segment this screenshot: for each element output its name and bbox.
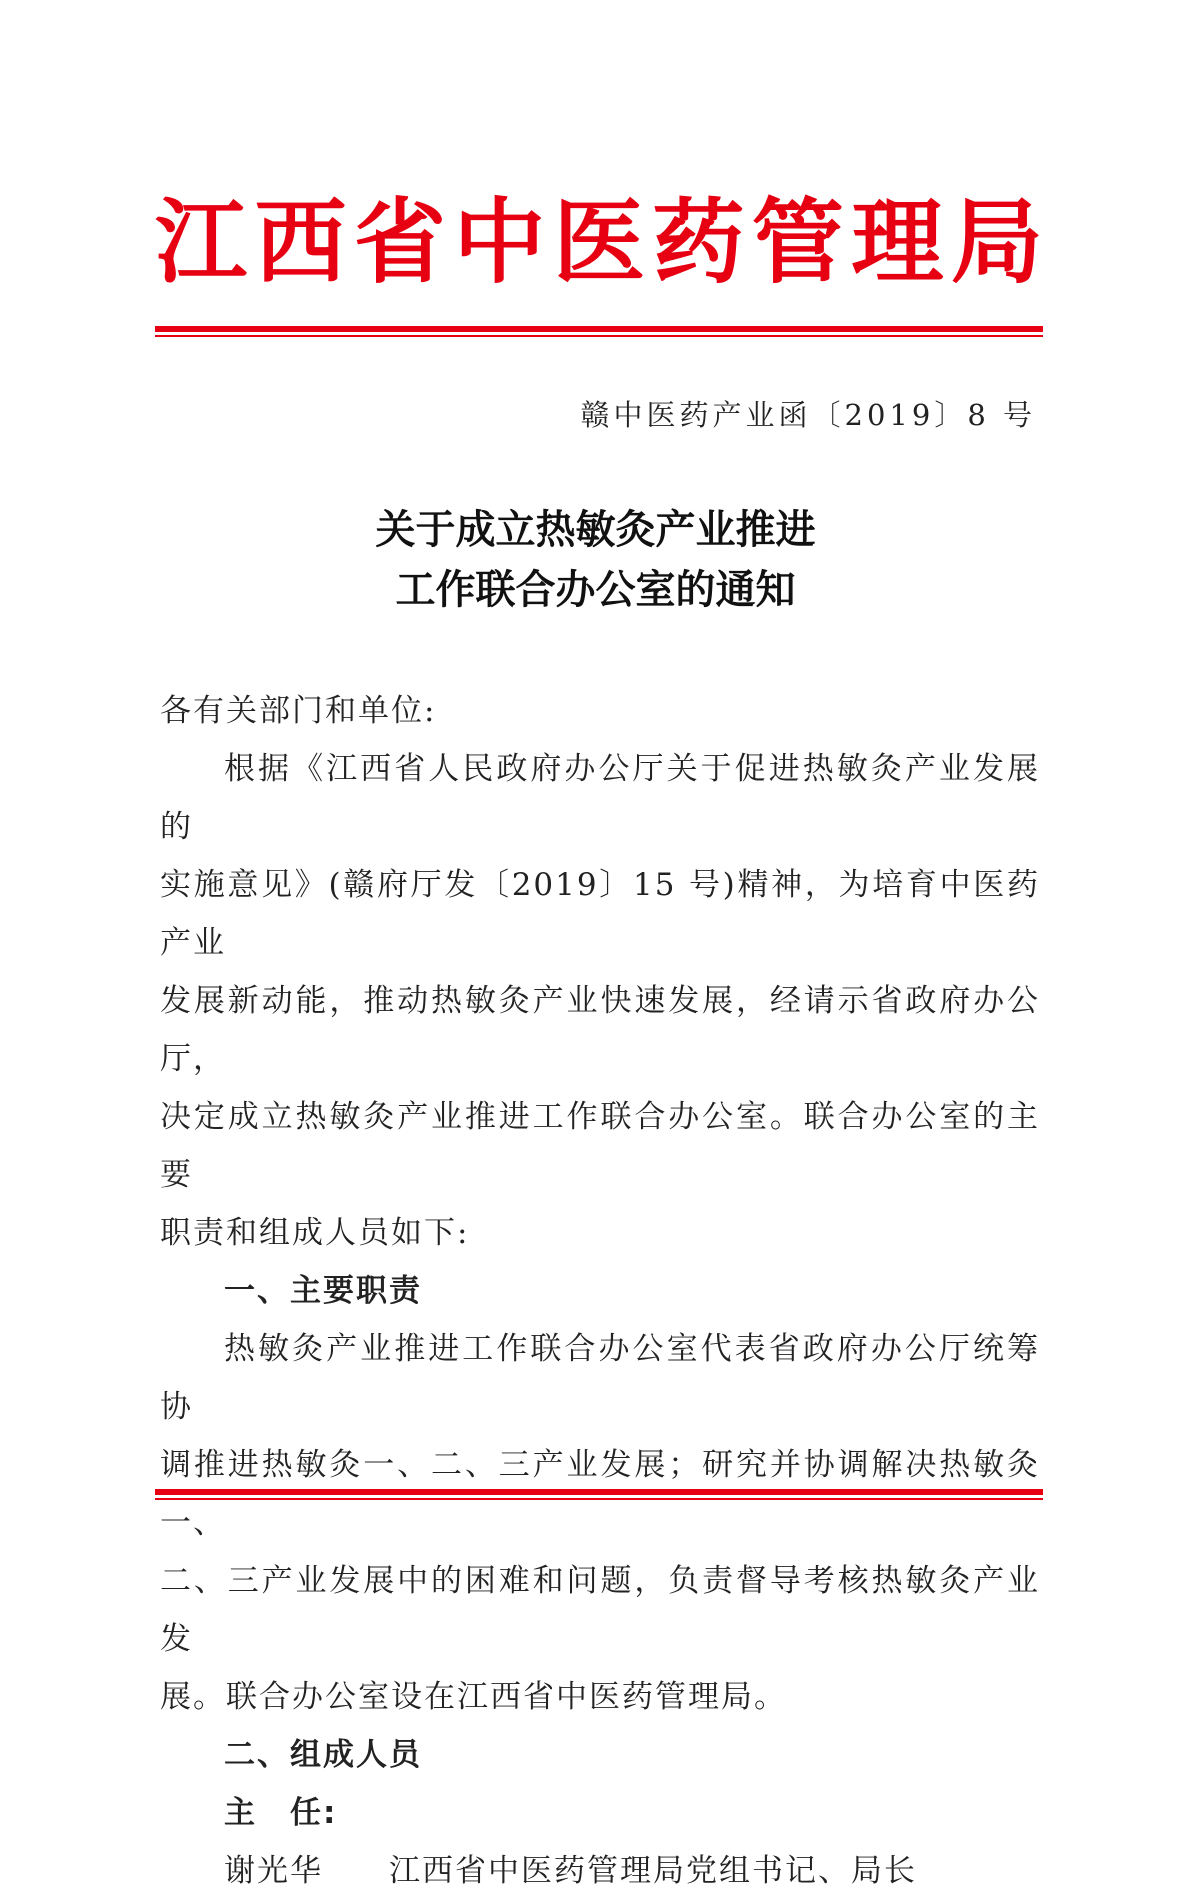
paragraph-line: 调推进热敏灸一、二、三产业发展；研究并协调解决热敏灸一、 [160,1447,1040,1541]
paragraph-line: 发展新动能，推动热敏灸产业快速发展，经请示省政府办公厅， [160,983,1040,1077]
masthead-divider [155,326,1043,337]
document-body [160,682,1040,1900]
masthead-char: 中 [453,189,546,296]
paragraph-line: 根据《江西省人民政府办公厅关于促进热敏灸产业发展的 [160,751,1040,845]
masthead-char: 西 [254,189,347,296]
director-name: 谢光华 [224,1853,323,1889]
paragraph-line: 决定成立热敏灸产业推进工作联合办公室。联合办公室的主要 [160,1099,1040,1193]
director-entry [160,1842,1040,1900]
title-line: 关于成立热敏灸产业推进 [375,506,816,553]
paragraph-line: 职责和组成人员如下: [160,1215,470,1251]
masthead [155,188,1043,298]
masthead-char: 江 [155,189,248,296]
masthead-char: 药 [652,189,745,296]
paragraph-2 [160,1320,1040,1726]
salutation: 各有关部门和单位: [160,693,437,729]
document-title [0,500,1191,620]
paragraph-line: 二、三产业发展中的困难和问题，负责督导考核热敏灸产业发 [160,1563,1040,1657]
masthead-char: 管 [751,189,844,296]
title-line: 工作联合办公室的通知 [395,566,796,613]
paragraph-1 [160,740,1040,1262]
document-number: 赣中医药产业函〔2019〕8 号 [580,398,1036,432]
paragraph-line: 热敏灸产业推进工作联合办公室代表省政府办公厅统筹协 [160,1331,1040,1425]
paragraph-line: 展。联合办公室设在江西省中医药管理局。 [160,1679,787,1715]
director-title: 江西省中医药管理局党组书记、局长 [389,1853,917,1889]
section-heading-duties: 一、主要职责 [224,1273,422,1309]
footer-divider [155,1489,1043,1500]
paragraph-line: 实施意见》(赣府厅发〔2019〕15 号)精神，为培育中医药产业 [160,867,1040,961]
director-label: 主 任: [224,1795,338,1831]
masthead-char: 理 [851,189,944,296]
section-heading-members: 二、组成人员 [224,1737,422,1773]
masthead-char: 局 [950,189,1043,296]
masthead-char: 医 [552,189,645,296]
masthead-char: 省 [353,189,446,296]
